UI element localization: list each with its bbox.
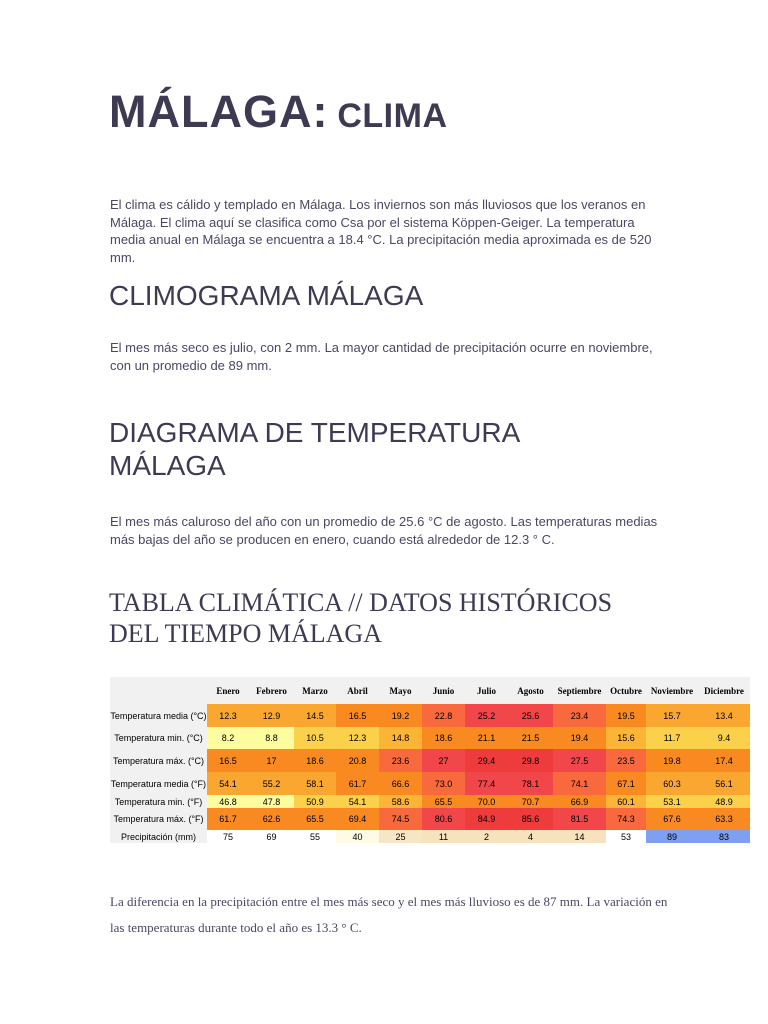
table-cell: 11 <box>422 830 465 843</box>
table-cell: 9.4 <box>698 727 750 749</box>
footer-paragraph: La diferencia en la precipitación entre el mes más seco y el mes más lluvioso es de 87 mm. La variación en las temperaturas durante todo el año es 13.3 ° C. <box>110 894 668 935</box>
row-label: Temperatura máx. (°F) <box>110 808 207 830</box>
month-header: Marzo <box>294 677 336 704</box>
table-row <box>110 795 750 808</box>
table-cell: 12.9 <box>249 704 294 727</box>
table-cell: 15.7 <box>646 704 698 727</box>
month-header: Noviembre <box>646 677 698 704</box>
table-cell: 14 <box>553 830 606 843</box>
table-cell: 15.6 <box>606 727 646 749</box>
table-cell: 55 <box>294 830 336 843</box>
table-cell: 19.8 <box>646 749 698 772</box>
row-label: Temperatura min. (°F) <box>110 795 207 808</box>
table-cell: 70.7 <box>508 795 553 808</box>
table-cell: 62.6 <box>249 808 294 830</box>
row-label: Temperatura media (°F) <box>110 772 207 795</box>
table-cell: 21.1 <box>465 727 508 749</box>
table-cell: 18.6 <box>294 749 336 772</box>
page-title-main: MÁLAGA: <box>109 86 329 137</box>
table-cell: 89 <box>646 830 698 843</box>
table-cell: 48.9 <box>698 795 750 808</box>
table-cell: 19.4 <box>553 727 606 749</box>
table-cell: 53 <box>606 830 646 843</box>
table-cell: 14.5 <box>294 704 336 727</box>
table-cell: 25.6 <box>508 704 553 727</box>
table-row <box>110 808 750 830</box>
table-cell: 78.1 <box>508 772 553 795</box>
table-cell: 65.5 <box>422 795 465 808</box>
tabla-heading-line2: DEL TIEMPO MÁLAGA <box>109 619 382 648</box>
temperatura-heading-line2: MÁLAGA <box>109 450 226 481</box>
table-cell: 65.5 <box>294 808 336 830</box>
table-corner <box>110 677 207 704</box>
table-cell: 13.4 <box>698 704 750 727</box>
table-cell: 84.9 <box>465 808 508 830</box>
table-cell: 27 <box>422 749 465 772</box>
table-cell: 55.2 <box>249 772 294 795</box>
table-cell: 23.6 <box>379 749 422 772</box>
table-row <box>110 830 750 843</box>
temperatura-heading-line1: DIAGRAMA DE TEMPERATURA <box>109 417 521 448</box>
month-header: Enero <box>207 677 249 704</box>
table-cell: 58.6 <box>379 795 422 808</box>
table-row <box>110 749 750 772</box>
table-cell: 67.6 <box>646 808 698 830</box>
table-cell: 60.1 <box>606 795 646 808</box>
table-cell: 23.5 <box>606 749 646 772</box>
table-cell: 20.8 <box>336 749 379 772</box>
row-label: Precipitación (mm) <box>110 830 207 843</box>
table-cell: 56.1 <box>698 772 750 795</box>
month-header: Abril <box>336 677 379 704</box>
table-cell: 63.3 <box>698 808 750 830</box>
tabla-heading <box>109 587 612 649</box>
table-cell: 66.9 <box>553 795 606 808</box>
table-cell: 17.4 <box>698 749 750 772</box>
climograma-heading: CLIMOGRAMA MÁLAGA <box>109 280 424 311</box>
table-cell: 75 <box>207 830 249 843</box>
page-title <box>109 86 448 138</box>
table-cell: 85.6 <box>508 808 553 830</box>
row-label: Temperatura media (°C) <box>110 704 207 727</box>
table-header-row <box>110 677 750 704</box>
table-cell: 74.5 <box>379 808 422 830</box>
table-cell: 12.3 <box>336 727 379 749</box>
table-cell: 23.4 <box>553 704 606 727</box>
table-cell: 60.3 <box>646 772 698 795</box>
table-cell: 54.1 <box>336 795 379 808</box>
climograma-paragraph: El mes más seco es julio, con 2 mm. La mayor cantidad de precipitación ocurre en noviembre, con un promedio de 89 mm. <box>110 340 653 373</box>
table-cell: 8.8 <box>249 727 294 749</box>
row-label: Temperatura min. (°C) <box>110 727 207 749</box>
table-cell: 74.3 <box>606 808 646 830</box>
table-cell: 61.7 <box>207 808 249 830</box>
table-cell: 80.6 <box>422 808 465 830</box>
table-cell: 17 <box>249 749 294 772</box>
month-header: Septiembre <box>553 677 606 704</box>
table-row <box>110 704 750 727</box>
table-cell: 11.7 <box>646 727 698 749</box>
table-cell: 54.1 <box>207 772 249 795</box>
table-row <box>110 727 750 749</box>
table-cell: 81.5 <box>553 808 606 830</box>
temperatura-paragraph: El mes más caluroso del año con un promedio de 25.6 °C de agosto. Las temperaturas medias más bajas del año se producen en enero, cuando está alrededor de 12.3 ° C. <box>110 514 658 547</box>
month-header: Febrero <box>249 677 294 704</box>
month-header: Junio <box>422 677 465 704</box>
tabla-heading-line1: TABLA CLIMÁTICA // DATOS HISTÓRICOS <box>109 588 613 617</box>
month-header: Mayo <box>379 677 422 704</box>
table-cell: 19.5 <box>606 704 646 727</box>
table-cell: 67.1 <box>606 772 646 795</box>
month-header: Octubre <box>606 677 646 704</box>
table-cell: 83 <box>698 830 750 843</box>
table-cell: 14.8 <box>379 727 422 749</box>
table-cell: 69 <box>249 830 294 843</box>
table-cell: 22.8 <box>422 704 465 727</box>
table-cell: 40 <box>336 830 379 843</box>
table-cell: 16.5 <box>336 704 379 727</box>
table-row <box>110 772 750 795</box>
temperatura-heading <box>109 416 520 482</box>
table-cell: 8.2 <box>207 727 249 749</box>
table-cell: 18.6 <box>422 727 465 749</box>
month-header: Diciembre <box>698 677 750 704</box>
table-cell: 50.9 <box>294 795 336 808</box>
row-label: Temperatura máx. (°C) <box>110 749 207 772</box>
month-header: Julio <box>465 677 508 704</box>
table-cell: 12.3 <box>207 704 249 727</box>
table-cell: 66.6 <box>379 772 422 795</box>
table-cell: 73.0 <box>422 772 465 795</box>
table-cell: 16.5 <box>207 749 249 772</box>
table-cell: 69.4 <box>336 808 379 830</box>
table-cell: 29.8 <box>508 749 553 772</box>
table-cell: 19.2 <box>379 704 422 727</box>
intro-paragraph: El clima es cálido y templado en Málaga. Los inviernos son más lluviosos que los veranos en Málaga. El clima aquí se clasifica como Csa por el sistema Köppen-Geiger. La temperatura media anual en Málaga se encuentra a 18.4 °C. La precipitación media aproximada es de 520 mm. <box>110 197 652 265</box>
table-cell: 53.1 <box>646 795 698 808</box>
table-cell: 2 <box>465 830 508 843</box>
table-cell: 29.4 <box>465 749 508 772</box>
table-cell: 10.5 <box>294 727 336 749</box>
table-cell: 21.5 <box>508 727 553 749</box>
table-cell: 27.5 <box>553 749 606 772</box>
table-cell: 70.0 <box>465 795 508 808</box>
month-header: Agosto <box>508 677 553 704</box>
table-cell: 4 <box>508 830 553 843</box>
table-cell: 25 <box>379 830 422 843</box>
table-cell: 46.8 <box>207 795 249 808</box>
page-title-sub: CLIMA <box>337 97 448 135</box>
climate-table <box>110 677 750 843</box>
table-cell: 25.2 <box>465 704 508 727</box>
table-cell: 58.1 <box>294 772 336 795</box>
table-cell: 61.7 <box>336 772 379 795</box>
table-cell: 77.4 <box>465 772 508 795</box>
table-cell: 74.1 <box>553 772 606 795</box>
table-cell: 47.8 <box>249 795 294 808</box>
